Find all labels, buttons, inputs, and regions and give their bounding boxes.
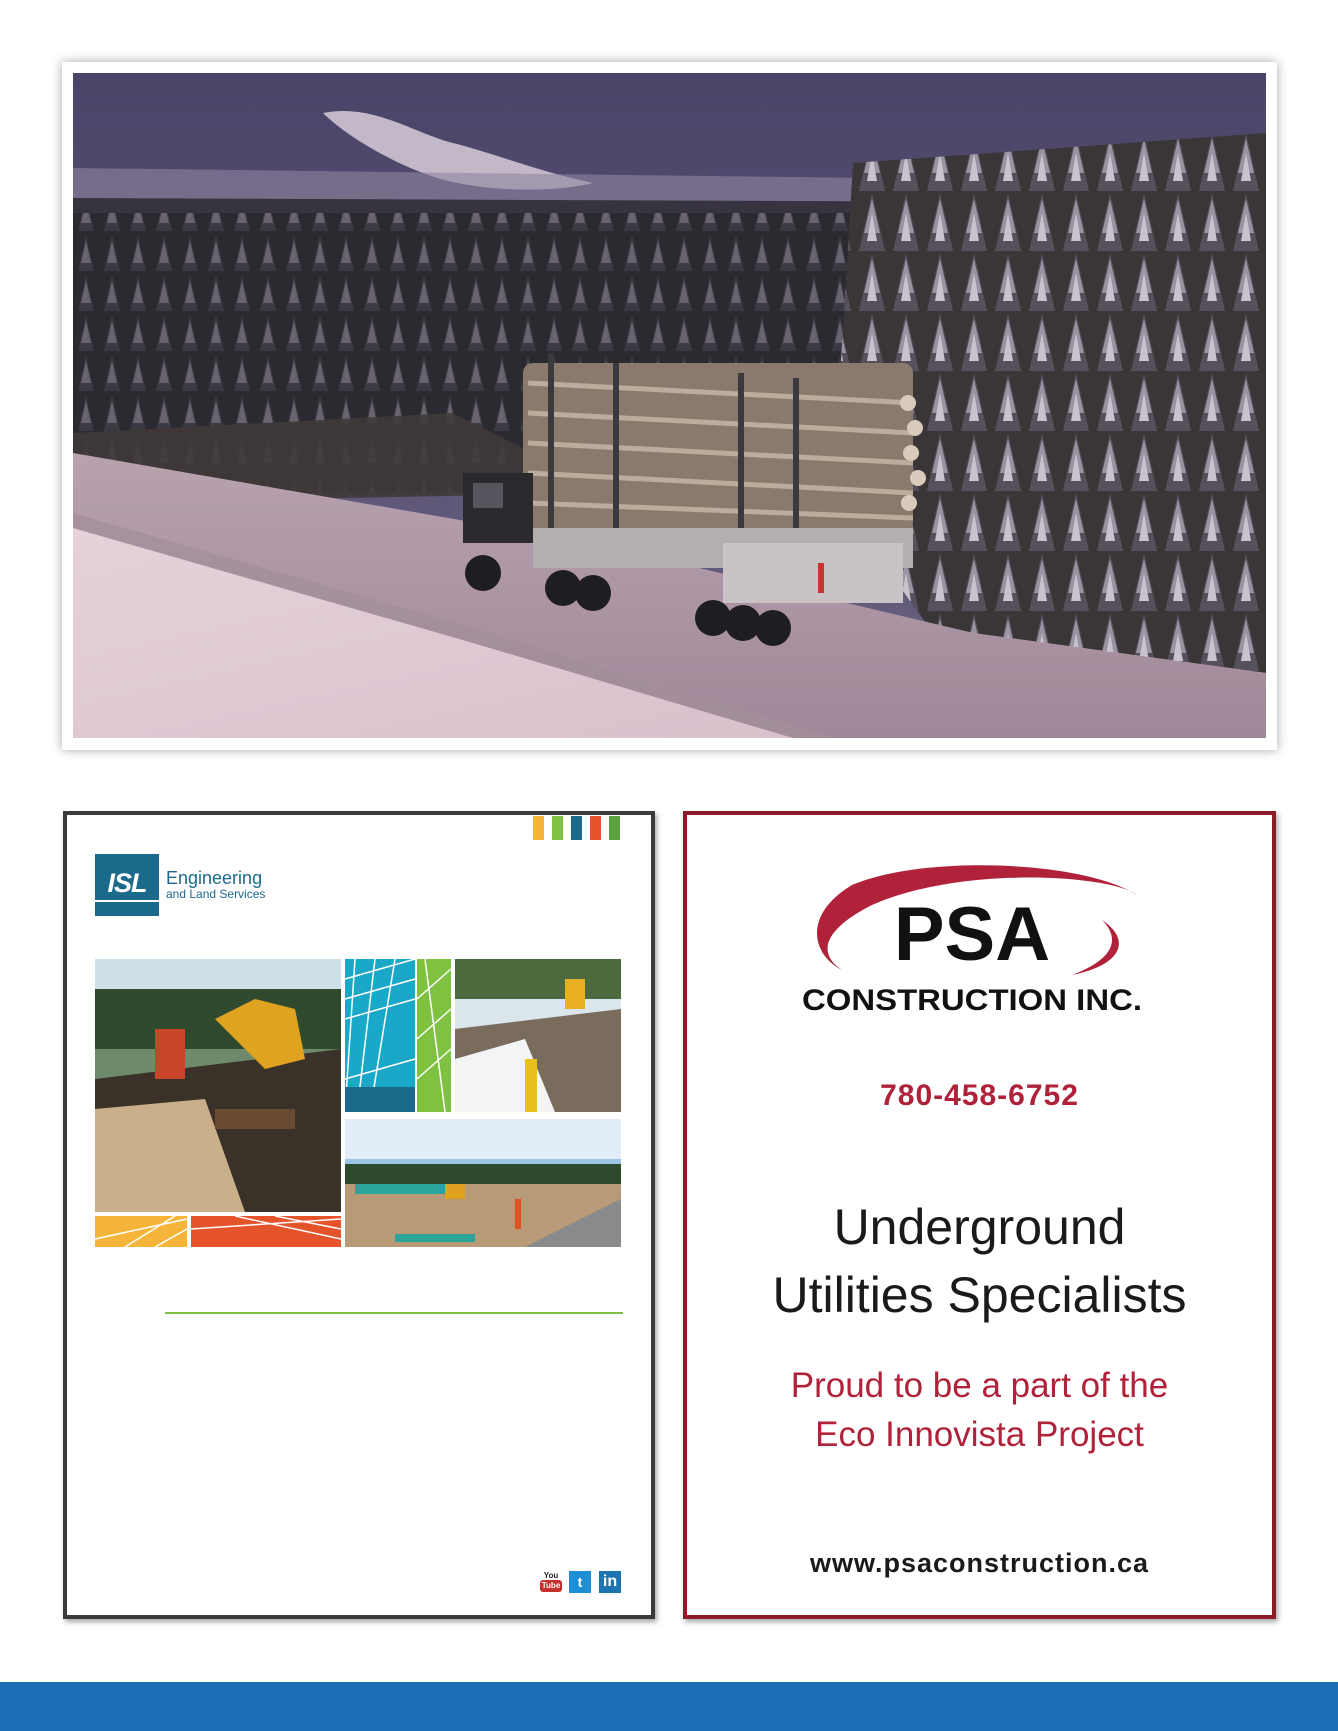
youtube-icon-top-text: You	[543, 1570, 559, 1580]
isl-company-line1: Engineering	[166, 868, 263, 889]
hero-photo-frame	[62, 62, 1277, 750]
stripe	[590, 816, 601, 840]
psa-proud-line2: Eco Innovista Project	[815, 1415, 1144, 1454]
youtube-icon-bottom-text: Tube	[541, 1580, 561, 1590]
psa-tagline-line1: Underground	[833, 1199, 1126, 1255]
psa-advertisement	[683, 811, 1276, 1619]
construction-photo-collage	[95, 959, 621, 1247]
isl-company-line2: and Land Services	[166, 887, 266, 902]
psa-logo-swoosh-right	[1072, 920, 1119, 975]
isl-logo	[95, 854, 265, 916]
social-icons	[541, 1569, 621, 1593]
isl-advertisement	[63, 811, 655, 1619]
psa-website[interactable]: www.psaconstruction.ca	[809, 1548, 1150, 1578]
footer-blue-bar	[0, 1682, 1338, 1731]
isl-logo-mark	[95, 854, 159, 916]
stripe	[609, 816, 620, 840]
psa-tagline-line2: Utilities Specialists	[772, 1267, 1187, 1323]
twitter-icon-text: t	[577, 1574, 583, 1590]
color-stripes	[533, 816, 620, 840]
stripe	[533, 816, 544, 840]
isl-logo-text: ISL	[107, 867, 147, 898]
psa-proud-statement	[687, 1361, 1272, 1459]
psa-tagline	[687, 1193, 1272, 1329]
stripe	[552, 816, 563, 840]
isl-logo-underline	[95, 900, 159, 902]
psa-logo-sub-text: CONSTRUCTION INC.	[802, 984, 1142, 1015]
teal-geometric-graphic	[345, 959, 451, 1112]
orange-red-geometric-graphic	[95, 1216, 341, 1247]
psa-logo	[802, 865, 1142, 1015]
linkedin-icon[interactable]	[599, 1571, 621, 1593]
stripe	[571, 816, 582, 840]
trench-photo	[95, 959, 341, 1212]
psa-proud-line1: Proud to be a part of the	[790, 1366, 1169, 1405]
psa-phone-number: 780-458-6752	[880, 1079, 1079, 1112]
snow-excavation-photo	[455, 959, 621, 1112]
twitter-icon[interactable]	[569, 1571, 591, 1593]
psa-logo-main-text: PSA	[893, 892, 1051, 977]
logging-truck-illustration	[73, 73, 1266, 738]
pipe-road-photo	[345, 1119, 621, 1247]
youtube-icon[interactable]	[541, 1569, 561, 1593]
green-divider-line	[165, 1312, 623, 1314]
linkedin-icon-text: in	[602, 1573, 618, 1590]
isl-company-name	[166, 869, 265, 900]
logging-truck-photo	[73, 73, 1266, 738]
